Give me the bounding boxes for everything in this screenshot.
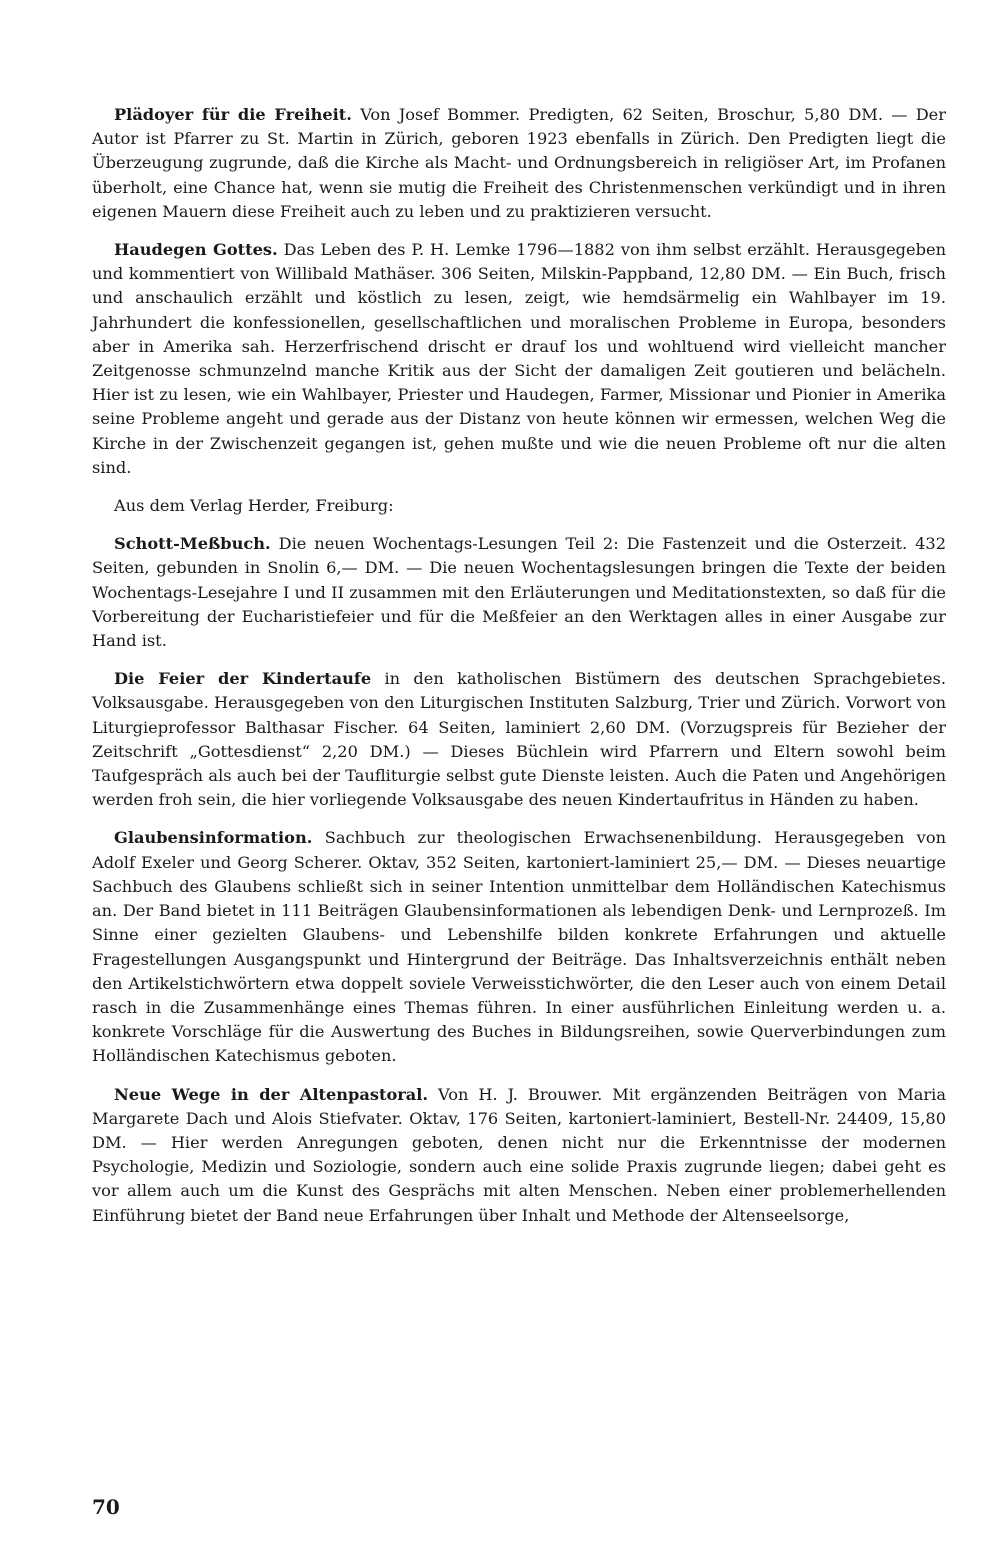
publisher-heading: Aus dem Verlag Herder, Freiburg: <box>114 496 394 516</box>
entry-body: Von H. J. Brouwer. Mit ergänzenden Beiträgen von Maria Margarete Dach und Alois Stiefvater. Oktav, 176 Seiten, kartoniert-laminiert, Bestell-Nr. 24409, 15,80 DM. — Hier werden Anregungen geboten, denen nicht nur die Erkenntnisse der modernen Psychologie, Medizin und Soziologie, sondern auch eine solide Praxis zugrunde liegen; dabei geht es vor allem auch um die Kunst des Gesprächs mit alten Menschen. Neben einer problemerhellenden Einführung bietet der Band neue Erfahrungen über Inhalt und Methode der Altenseelsorge, <box>92 1084 946 1225</box>
entry-title: Die Feier der Kindertaufe <box>114 669 372 689</box>
review-entry-kindertaufe <box>92 667 946 812</box>
review-entry-haudegen <box>92 238 946 480</box>
entry-title: Haudegen Gottes. <box>114 240 278 260</box>
entry-body: Das Leben des P. H. Lemke 1796—1882 von ihm selbst erzählt. Herausgegeben und kommentiert von Willibald Mathäser. 306 Seiten, Milskin-Pappband, 12,80 DM. — Ein Buch, frisch und anschaulich erzählt und köstlich zu lesen, zeigt, wie hemdsärmelig ein Wahlbayer im 19. Jahrhundert die konfessionellen, gesellschaftlichen und moralischen Probleme in Europa, besonders aber in Amerika sah. Herzerfrischend drischt er drauf los und wohltuend wird vielleicht mancher Zeitgenosse schmunzelnd manche Kritik aus der Sicht der damaligen Zeit goutieren und belächeln. Hier ist zu lesen, wie ein Wahlbayer, Priester und Haudegen, Farmer, Missionar und Pionier in Amerika seine Probleme angeht und gerade aus der Distanz von heute können wir ermessen, welchen Weg die Kirche in der Zwischenzeit gegangen ist, gehen mußte und wie die neuen Probleme oft nur die alten sind. <box>92 240 946 477</box>
review-entry-altenpastoral <box>92 1083 946 1228</box>
entry-title: Glaubensinformation. <box>114 828 313 848</box>
review-entry-plaedoyer <box>92 103 946 224</box>
entry-body: Sachbuch zur theologischen Erwachsenenbildung. Herausgegeben von Adolf Exeler und Georg Scherer. Oktav, 352 Seiten, kartoniert-laminiert 25,— DM. — Dieses neuartige Sachbuch des Glaubens schließt sich in seiner Intention unmittelbar dem Holländischen Katechismus an. Der Band bietet in 111 Beiträgen Glaubensinformationen als lebendigen Denk- und Lernprozeß. Im Sinne einer gezielten Glaubens- und Lebenshilfe bilden konkrete Erfahrungen und aktuelle Fragestellungen Ausgangspunkt und Hintergrund der Beiträge. Das Inhaltsverzeichnis enthält neben den Artikelstichwörtern etwa doppelt soviele Verweisstichwörter, die den Leser auch von einem Detail rasch in die Zusammenhänge eines Themas führen. In einer ausführlichen Einleitung werden u. a. konkrete Vorschläge für die Auswertung des Buches in Bildungsreihen, sowie Querverbindungen zum Holländischen Katechismus geboten. <box>92 828 946 1066</box>
entry-title: Plädoyer für die Freiheit. <box>114 105 352 124</box>
entry-body: Von Josef Bommer. Predigten, 62 Seiten, Broschur, 5,80 DM. — Der Autor ist Pfarrer zu St. Martin in Zürich, geboren 1923 ebenfalls in Zürich. Den Predigten liegt die Überzeugung zugrunde, daß die Kirche als Macht- und Ordnungsbereich in religiöser Art, im Profanen überholt, eine Chance hat, wenn sie mutig die Freiheit des Christenmenschen verkündigt und in ihren eigenen Mauern diese Freiheit auch zu leben und zu praktizieren versucht. <box>92 105 947 221</box>
entry-title: Neue Wege in der Altenpastoral. <box>114 1084 429 1104</box>
page-content <box>92 103 946 1242</box>
page-number: 70 <box>92 1495 120 1519</box>
review-entry-schott <box>92 532 946 653</box>
entry-title: Schott-Meßbuch. <box>114 534 271 554</box>
entry-body: Die neuen Wochentags-Lesungen Teil 2: Die Fastenzeit und die Osterzeit. 432 Seiten, gebunden in Snolin 6,— DM. — Die neuen Wochentagslesungen bringen die Texte der beiden Wochentags-Lesejahre I und II zusammen mit den Erläuterungen und Meditationstexten, so daß für die Vorbereitung der Eucharistiefeier und für die Meßfeier an den Werktagen alles in einer Ausgabe zur Hand ist. <box>92 534 946 651</box>
review-entry-glaubensinformation <box>92 826 946 1068</box>
entry-body: in den katholischen Bistümern des deutschen Sprachgebietes. Volksausgabe. Herausgegeben von den Liturgischen Instituten Salzburg, Trier und Zürich. Vorwort von Liturgieprofessor Balthasar Fischer. 64 Seiten, laminiert 2,60 DM. (Vorzugspreis für Bezieher der Zeitschrift „Gottesdienst“ 2,20 DM.) — Dieses Büchlein wird Pfarrern und Eltern sowohl beim Taufgespräch als auch bei der Taufliturgie selbst gute Dienste leisten. Auch die Paten und Angehörigen werden froh sein, die hier vorliegende Volksausgabe des neuen Kindertaufritus in Händen zu haben. <box>92 669 946 810</box>
